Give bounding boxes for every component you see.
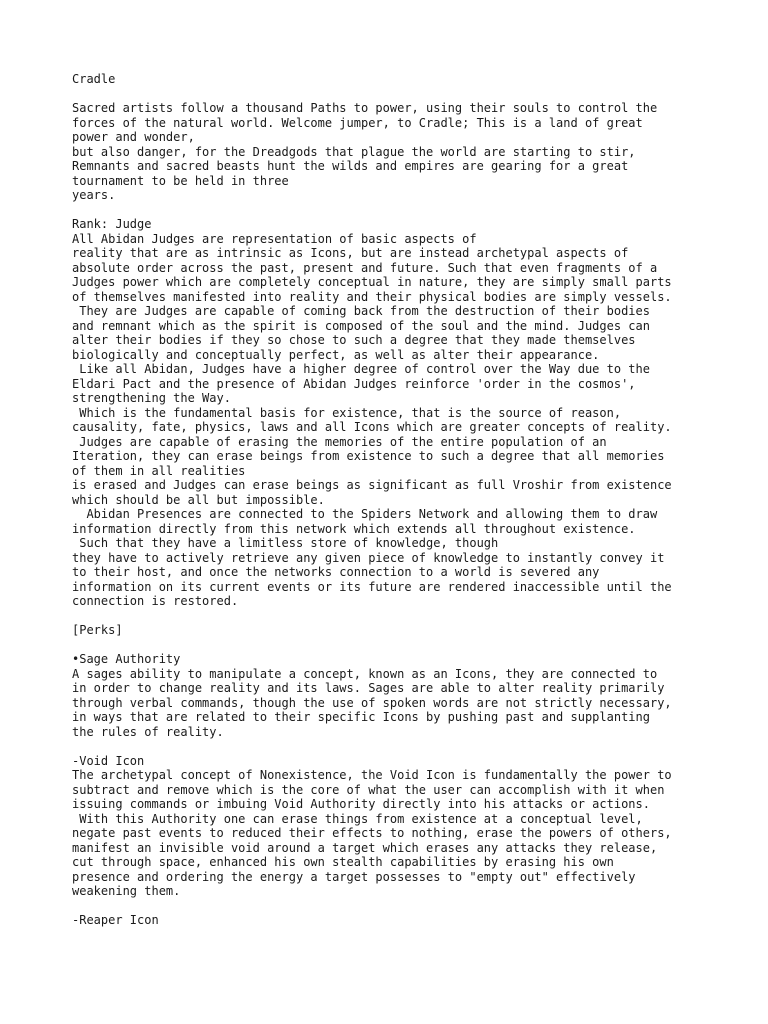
text-line: They are Judges are capable of coming back from the destruction of their bodies xyxy=(72,304,650,318)
text-line: Judges are capable of erasing the memories of the entire population of an xyxy=(72,434,607,449)
text-line: which should be all but impossible. xyxy=(72,492,325,507)
text-line: presence and ordering the energy a target possesses to "empty out" effectively xyxy=(72,869,636,884)
text-line: years. xyxy=(72,188,116,202)
text-line xyxy=(72,203,712,218)
text-line: Judges power which are completely conceptual in nature, they are simply small parts xyxy=(72,275,672,289)
text-line: With this Authority one can erase things from existence at a conceptual level, xyxy=(72,811,643,826)
text-line: and remnant which as the spirit is composed of the soul and the mind. Judges can xyxy=(72,318,650,333)
text-line: -Reaper Icon xyxy=(72,913,159,927)
text-line: absolute order across the past, present and future. Such that even fragments of a xyxy=(72,260,658,275)
text-line: subtract and remove which is the core of what the user can accomplish with it when xyxy=(72,782,665,797)
text-line: A sages ability to manipulate a concept, known as an Icons, they are connected to xyxy=(72,666,658,681)
text-line: Rank: Judge xyxy=(72,217,152,231)
text-line xyxy=(72,899,712,914)
text-line: Cradle xyxy=(72,72,116,86)
text-line: causality, fate, physics, laws and all Icons which are greater concepts of reality. xyxy=(72,420,672,434)
text-line: Like all Abidan, Judges have a higher degree of control over the Way due to the xyxy=(72,362,650,376)
text-line: -Void Icon xyxy=(72,753,145,768)
text-line: of them in all realities xyxy=(72,463,246,478)
text-line: through verbal commands, though the use of spoken words are not strictly necessary, xyxy=(72,695,672,710)
text-line: [Perks] xyxy=(72,623,123,637)
text-line: Remnants and sacred beasts hunt the wilds and empires are gearing for a great xyxy=(72,159,629,173)
text-line xyxy=(72,87,712,102)
text-line: tournament to be held in three xyxy=(72,173,289,188)
text-line: of themselves manifested into reality and their physical bodies are simply vessels. xyxy=(72,289,672,304)
text-line: All Abidan Judges are representation of basic aspects of xyxy=(72,231,477,246)
text-line: power and wonder, xyxy=(72,130,195,144)
text-line xyxy=(72,638,712,653)
text-line: to their host, and once the networks connection to a world is severed any xyxy=(72,565,600,579)
text-line: biologically and conceptually perfect, as well as alter their appearance. xyxy=(72,347,600,362)
text-line: Iteration, they can erase beings from existence to such a degree that all memories xyxy=(72,449,665,463)
text-line: connection is restored. xyxy=(72,594,239,608)
text-line: in ways that are related to their specific Icons by pushing past and supplanting xyxy=(72,710,650,724)
text-line: strengthening the Way. xyxy=(72,391,231,405)
text-line: reality that are as intrinsic as Icons, but are instead archetypal aspects of xyxy=(72,246,629,260)
text-line xyxy=(72,609,712,624)
text-line: weakening them. xyxy=(72,884,181,898)
text-line: The archetypal concept of Nonexistence, the Void Icon is fundamentally the power to xyxy=(72,768,672,782)
text-line: Which is the fundamental basis for existence, that is the source of reason, xyxy=(72,405,622,420)
text-line: alter their bodies if they so chose to such a degree that they made themselves xyxy=(72,333,636,347)
text-line: manifest an invisible void around a target which erases any attacks they release, xyxy=(72,840,658,855)
text-line: in order to change reality and its laws. Sages are able to alter reality primarily xyxy=(72,681,665,695)
text-line: •Sage Authority xyxy=(72,652,181,666)
text-line: they have to actively retrieve any given piece of knowledge to instantly convey it xyxy=(72,550,665,565)
text-line: the rules of reality. xyxy=(72,724,224,739)
text-line: cut through space, enhanced his own stealth capabilities by erasing his own xyxy=(72,855,614,869)
text-line: forces of the natural world. Welcome jumper, to Cradle; This is a land of great xyxy=(72,115,643,130)
text-line xyxy=(72,739,712,754)
text-line: information directly from this network which extends all throughout existence. xyxy=(72,521,636,536)
text-line: Such that they have a limitless store of knowledge, though xyxy=(72,536,499,550)
text-line: negate past events to reduced their effects to nothing, erase the powers of others, xyxy=(72,826,672,840)
text-line: but also danger, for the Dreadgods that plague the world are starting to stir, xyxy=(72,144,636,159)
text-line: information on its current events or its future are rendered inaccessible until the xyxy=(72,579,672,594)
text-line: Abidan Presences are connected to the Spiders Network and allowing them to draw xyxy=(72,507,658,521)
text-line: issuing commands or imbuing Void Authority directly into his attacks or actions. xyxy=(72,797,650,811)
text-line: is erased and Judges can erase beings as significant as full Vroshir from existence xyxy=(72,478,672,492)
document-page xyxy=(72,72,712,928)
text-line: Sacred artists follow a thousand Paths to power, using their souls to control the xyxy=(72,101,658,115)
text-line: Eldari Pact and the presence of Abidan Judges reinforce 'order in the cosmos', xyxy=(72,376,636,391)
